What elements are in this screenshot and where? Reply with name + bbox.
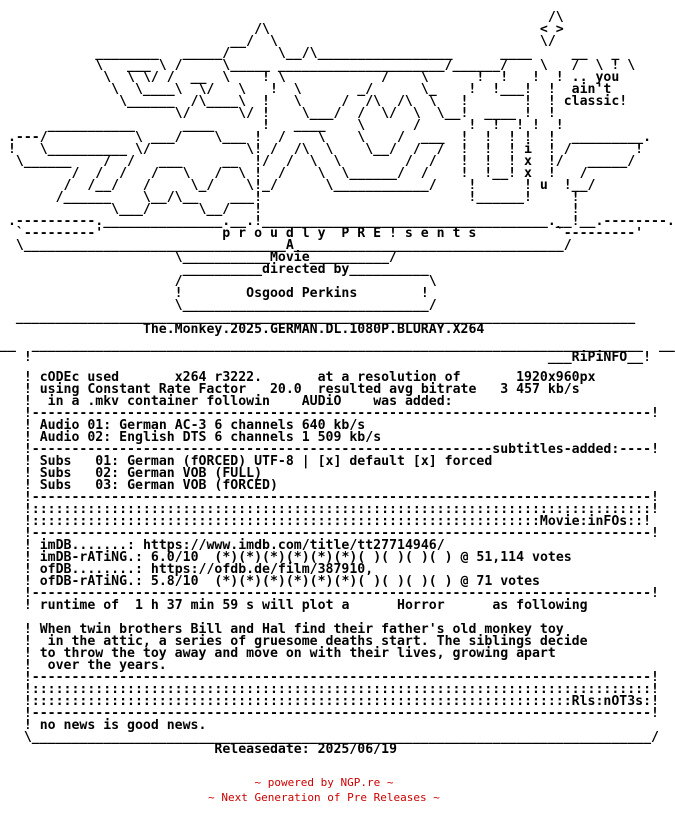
audio-1-label: Audio 01: <box>39 418 112 433</box>
release-name: The.Monkey.2025.GERMAN.DL.1080P.BLURAY.X264 <box>142 322 485 337</box>
resolution-label: at a resolution of <box>317 370 461 385</box>
plot-text-1: When twin brothers Bill and Hal find their father's old monkey toy <box>39 622 564 637</box>
banner-line: .----------._______________.__.!____________________________________.__!__.--------. <box>0 214 675 229</box>
ofdb-rating-value: 5.8/10 <box>150 574 199 589</box>
footer-suffix: ~ <box>380 776 394 789</box>
plot-text-3: to throw the toy away and move on with their lives, growing apart <box>39 646 556 661</box>
audio-line-2: ! Audio 02: English DTS 6 channels 1 509 kb/s <box>0 430 382 445</box>
plot-line-2: ! in the attic, a series of gruesome deaths start. The siblings decide <box>0 634 588 649</box>
rlsnotes-label: Rls:nOT3s <box>571 694 644 709</box>
box-top: __ _____________________________________________________________________________ __ <box>0 338 675 353</box>
banner-line: /\ <box>0 10 564 25</box>
bitrate-label: resulted avg bitrate <box>317 382 477 397</box>
director-name: Osgood Perkins <box>246 286 358 301</box>
subs-line-2: ! Subs 02: German VOB (FULL) <box>0 466 263 481</box>
plot-line-4: ! over the years. <box>0 658 167 673</box>
ofdb-rating-line: ! ofDB-rATiNG.: 5.8/10 (*)(*)(*)(*)(*)(*)( )( )( )( ) @ 71 votes <box>0 574 540 589</box>
header-a-line: \_________________________________A__________________________________/ <box>0 238 572 253</box>
runtime-line: ! runtime of 1 h 37 min 59 s will plot a Horror as following <box>0 598 588 613</box>
header-rule: ______________________________________________________________________________ <box>0 310 636 325</box>
ofdb-line: ! ofDB........: https://ofdb.de/film/387910, <box>0 562 374 577</box>
imdb-label: imDB.......: <box>39 538 135 553</box>
ofdb-label: ofDB........: <box>39 562 143 577</box>
banner-line: ___________ ____ ! ____ \ / ! ! ! ! ! <box>0 118 564 133</box>
footer-prefix: ~ powered by <box>254 776 341 789</box>
audio-2-value: English DTS 6 channels 1 509 kb/s <box>119 430 382 445</box>
banner-line: \/ \/ ! \___/ / \/ \ \__! ____ ! ! <box>0 106 556 121</box>
plot-text-4: over the years. <box>39 658 167 673</box>
header-a: A <box>285 238 294 253</box>
header-directed-line: __________directed by__________ <box>0 262 429 277</box>
imdb-rating-value: 6.0/10 <box>150 550 199 565</box>
divider: !------------------------------------------------------------------------------! <box>0 526 659 541</box>
banner-line: `---------' p r o u d l y P R E ! s e n t s `---------' <box>0 226 644 241</box>
ripinfo-header-line: ! ___RiPiNFO__! <box>0 350 652 365</box>
releasedate-label: Releasedate: <box>214 742 310 757</box>
plot-line-1: ! When twin brothers Bill and Hal find their father's old monkey toy <box>0 622 564 637</box>
release-note: no news is good news. <box>39 718 207 733</box>
added-label: was added: <box>373 394 453 409</box>
imdb-rating-line: ! imDB-rATiNG.: 6.0/10 (*)(*)(*)(*)(*)(*)( )( )( )( ) @ 51,114 votes <box>0 550 572 565</box>
header-box-bottom: \_______________________________/ <box>0 298 437 313</box>
banner-line: \ \____\ \/ \ ! \ _/ \_ ! !___! ! ain't <box>0 82 612 97</box>
imdb-line: ! imDB.......: https://www.imdb.com/title/tt27714946/ <box>0 538 445 553</box>
subs-2-value: German VOB (FULL) <box>127 466 263 481</box>
movieinfo-label: Movie:inFOs: <box>539 514 636 529</box>
following-label: as following <box>492 598 588 613</box>
subs-2-label: Subs 02: <box>39 466 120 481</box>
bitrate-value: 3 457 kb/s <box>500 382 580 397</box>
releasedate-value: 2025/06/19 <box>317 742 398 757</box>
codec-label: cODEc used <box>39 370 120 385</box>
footer-tagline: ~ Next Generation of Pre Releases ~ <box>208 791 440 804</box>
footer-powered-by <box>0 776 648 790</box>
divider: !------------------------------------------------------------------------------! <box>0 586 659 601</box>
ofdb-rating-label: ofDB-rATiNG.: <box>39 574 143 589</box>
container-label: in a .mkv container followin <box>47 394 270 409</box>
banner-line: \ \ \/ / __ \ ! \ / \ ! ! ! ! .. you <box>0 70 620 85</box>
plot-text-2: in the attic, a series of gruesome deaths start. The siblings decide <box>39 634 588 649</box>
subs-line-1: ! Subs 01: German (fORCED) UTF-8 | [x] default [x] forced <box>0 454 493 469</box>
divider: !------------------------------------------------------------------------------! <box>0 406 659 421</box>
release-name-line <box>0 324 484 336</box>
header-movie: Movie <box>269 250 310 265</box>
subs-3-value: German VOB (fORCED) <box>127 478 278 493</box>
movieinfo-header-line: !::::::::::::::::::::::::::::::::::::::::::::::::::::::::::::::::Movie:inFOs::! <box>0 514 652 529</box>
subtitles-label: subtitles-added: <box>492 442 620 457</box>
header-directed-by: directed by <box>262 262 350 277</box>
header-director-line: ! Osgood Perkins ! <box>0 286 429 301</box>
crf-label: using Constant Rate Factor <box>39 382 247 397</box>
container-line: ! in a .mkv container followin AUDiO was added: <box>0 394 453 409</box>
ofdb-votes: @ 71 votes <box>460 574 540 589</box>
dots-rule: !::::::::::::::::::::::::::::::::::::::::::::::::::::::::::::::::::::::::::::::! <box>0 682 659 697</box>
ofdb-rating-stars: (*)(*)(*)(*)(*)(*)( )( )( )( ) <box>214 574 453 589</box>
note-line: ! no news is good news. <box>0 718 207 733</box>
banner-line: \______ /\____\ ! \ / /\ /\ \ ! ! ! classic! <box>0 94 628 109</box>
genre: Horror <box>397 598 445 613</box>
resolution-value: 1920x960px <box>516 370 596 385</box>
plot-label: will plot a <box>262 598 350 613</box>
subs-1-label: Subs 01: <box>39 454 120 469</box>
header-movie-line: \___________Movie__________/ <box>0 250 397 265</box>
imdb-rating-label: imDB-rATiNG.: <box>39 550 143 565</box>
header-box-top: / \ <box>0 274 437 289</box>
banner-line: / / / / \ / \ ! / \ \______/ / ! !__! x ! / <box>0 166 588 181</box>
ngp-link[interactable]: NGP.re <box>340 776 381 789</box>
box-bottom: \______________________________________________________________________________/ <box>0 730 659 745</box>
subtitles-header-line: !----------------------------------------------------------subtitles-added:----! <box>0 442 660 457</box>
divider: !------------------------------------------------------------------------------! <box>0 490 659 505</box>
crf-value: 20.0 <box>269 382 302 397</box>
banner-line: .---/ \ ___/ \___ ! / \ \ / ___ ! ! ! ! ! _________. <box>0 130 652 145</box>
runtime-prefix: runtime of <box>39 598 120 613</box>
banner-line: /\ < > <box>0 22 564 37</box>
audio-word: AUDiO <box>301 394 342 409</box>
crf-line: ! using Constant Rate Factor 20.0 resulted avg bitrate 3 457 kb/s <box>0 382 580 397</box>
divider: !------------------------------------------------------------------------------! <box>0 670 659 685</box>
banner-line: / /__/ / \_/ \!_/ \____________/ ! ! u !__/ <box>0 178 596 193</box>
banner-line: __/ \ \/ <box>0 34 556 49</box>
releasedate-line <box>0 744 397 756</box>
banner-line: \______ / / ___ __ !/ / \ \ / / ! ! ! x !/ _____/ <box>0 154 636 169</box>
ofdb-link[interactable]: https://ofdb.de/film/387910, <box>150 562 374 577</box>
banner-line: ________ _____/ \__/\_________________ ____ __ _ <box>0 46 620 61</box>
codec-line: ! cODEc used x264 r3222. at a resolution of 1920x960px <box>0 370 596 385</box>
imdb-link[interactable]: https://www.imdb.com/title/tt27714946/ <box>142 538 445 553</box>
divider: !------------------------------------------------------------------------------! <box>0 706 659 721</box>
subs-1-value: German (fORCED) UTF-8 | [x] default [x] forced <box>127 454 493 469</box>
codec-value: x264 r3222. <box>174 370 263 385</box>
banner-line: \___/ \__/ ! ! <box>0 202 580 217</box>
rlsnotes-header-line: !::::::::::::::::::::::::::::::::::::::::::::::::::::::::::::::::::::Rls:nOT3s:! <box>0 694 660 709</box>
audio-line-1: ! Audio 01: German AC-3 6 channels 640 kb/s <box>0 418 366 433</box>
dots-rule: !::::::::::::::::::::::::::::::::::::::::::::::::::::::::::::::::::::::::::::::! <box>0 502 659 517</box>
runtime-value: 1 h 37 min 59 s <box>135 598 255 613</box>
subs-line-3: ! Subs 03: German VOB (fORCED) <box>0 478 278 493</box>
audio-2-label: Audio 02: <box>39 430 112 445</box>
plot-line-3: ! to throw the toy away and move on with their lives, growing apart <box>0 646 556 661</box>
audio-1-value: German AC-3 6 channels 640 kb/s <box>119 418 366 433</box>
imdb-rating-stars: (*)(*)(*)(*)(*)(*)( )( )( )( ) <box>214 550 453 565</box>
banner-line: ! \__________ \/ \! / /\ \ \__/ / / ! ! ! i ! / ! <box>0 142 644 157</box>
ripinfo-label: RiPiNFO <box>571 350 628 365</box>
banner-line: /______ \__/\__ ___! !______! ! <box>0 190 580 205</box>
subs-3-label: Subs 03: <box>39 478 120 493</box>
banner-line: \ ___ \ / \_____ _____________________/______/ \ / \ ! \ <box>0 58 636 73</box>
imdb-votes: @ 51,114 votes <box>460 550 572 565</box>
